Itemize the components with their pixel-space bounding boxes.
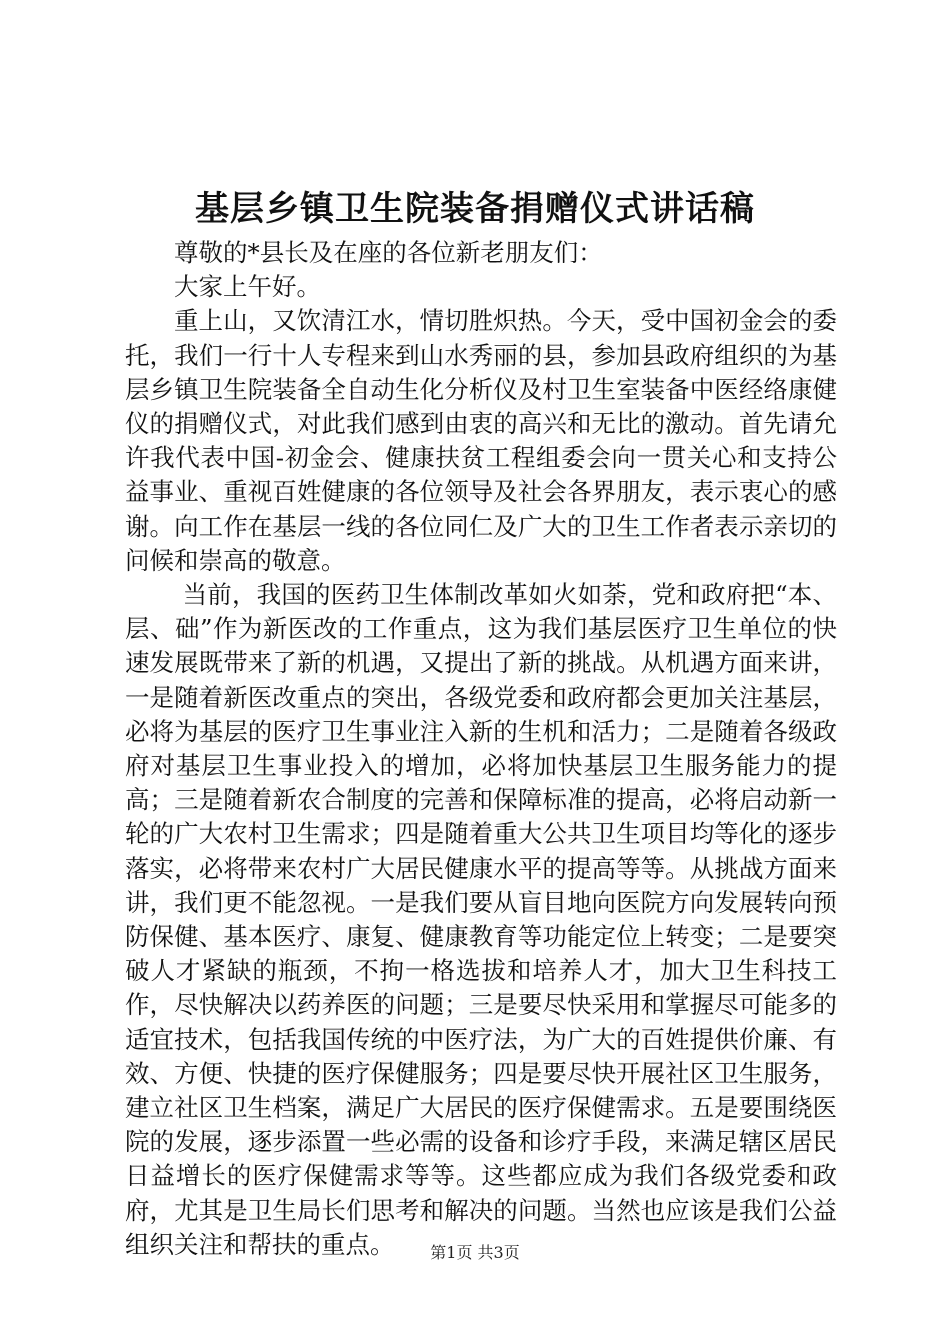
body-paragraph-2: 当前，我国的医药卫生体制改革如火如荼，党和政府把“本、层、础”作为新医改的工作重点，这为我们基层医疗卫生单位的快速发展既带来了新的机遇，又提出了新的挑战。从机遇方面来讲，一是随着新医改重点的突出，各级党委和政府都会更加关注基层，必将为基层的医疗卫生事业注入新的生机和活力；二是随着各级政府对基层卫生事业投入的增加，必将加快基层卫生服务能力的提高；三是随着新农合制度的完善和保障标准的提高，必将启动新一轮的广大农村卫生需求；四是随着重大公共卫生项目均等化的逐步落实，必将带来农村广大居民健康水平的提高等等。从挑战方面来讲，我们更不能忽视。一是我们要从盲目地向医院方向发展转向预防保健、基本医疗、康复、健康教育等功能定位上转变；二是要突破人才紧缺的瓶颈，不拘一格选拔和培养人才，加大卫生科技工作，尽快解决以药养医的问题；三是要尽快采用和掌握尽可能多的适宜技术，包括我国传统的中医疗法，为广大的百姓提供价廉、有效、方便、快捷的医疗保健服务；四是要尽快开展社区卫生服务，建立社区卫生档案，满足广大居民的医疗保健需求。五是要围绕医院的发展，逐步添置一些必需的设备和诊疗手段，来满足辖区居民日益增长的医疗保健需求等等。这些都应成为我们各级党委和政府，尤其是卫生局长们思考和解决的问题。当然也应该是我们公益组织关注和帮扶的重点。 (125, 580, 837, 1259)
document-body (125, 236, 837, 1262)
body-paragraph-1: 重上山，又饮清江水，情切胜炽热。今天，受中国初金会的委托，我们一行十人专程来到山水秀丽的县，参加县政府组织的为基层乡镇卫生院装备全自动生化分析仪及村卫生室装备中医经络康健仪的捐赠仪式，对此我们感到由衷的高兴和无比的激动。首先请允许我代表中国-初金会、健康扶贫工程组委会向一贯关心和支持公益事业、重视百姓健康的各位领导及社会各界朋友，表示衷心的感谢。向工作在基层一线的各位同仁及广大的卫生工作者表示亲切的问候和崇高的敬意。 (125, 306, 837, 575)
document-title: 基层乡镇卫生院装备捐赠仪式讲话稿 (195, 189, 755, 229)
salutation-paragraph: 尊敬的*县长及在座的各位新老朋友们： (174, 238, 603, 267)
greeting-paragraph: 大家上午好。 (174, 272, 321, 302)
page-number-footer: 第1页 共3页 (430, 1243, 520, 1262)
